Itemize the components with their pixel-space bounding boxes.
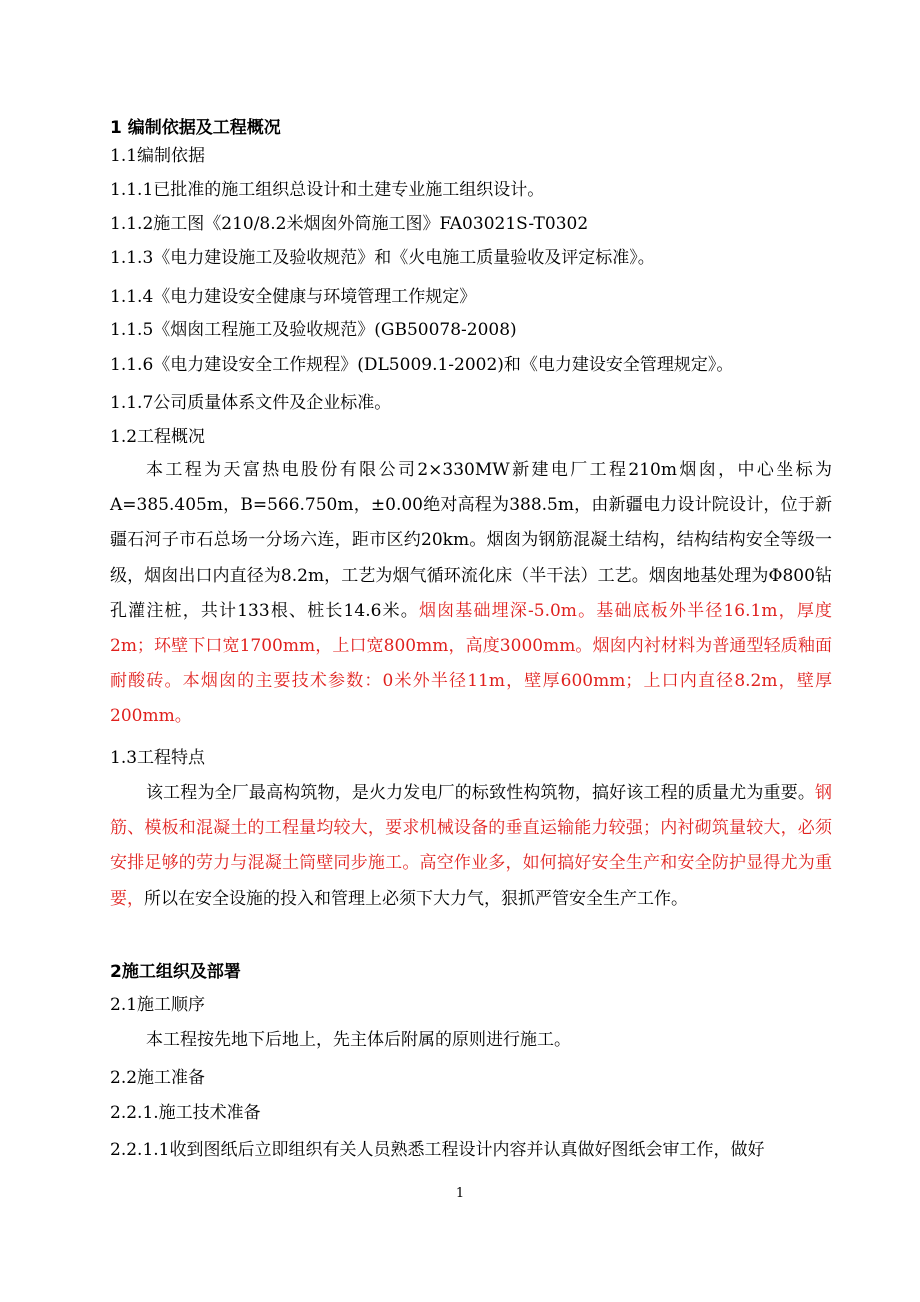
item-1-1-4: 1.1.4《电力建设安全健康与环境管理工作规定》 (110, 287, 477, 307)
item-1-1-3: 1.1.3《电力建设施工及验收规范》和《火电施工质量验收及评定标准》。 (110, 248, 655, 268)
heading-1-2: 1.2工程概况 (110, 427, 206, 447)
item-1-1-5: 1.1.5《烟囱工程施工及验收规范》(GB50078-2008) (110, 320, 517, 340)
item-1-1-2: 1.1.2施工图《210/8.2米烟囱外筒施工图》FA03021S-T0302 (110, 214, 589, 234)
heading-2-1: 2.1施工顺序 (110, 995, 206, 1015)
section-1-title: 1 编制依据及工程概况 (110, 118, 281, 138)
heading-2-2: 2.2施工准备 (110, 1068, 206, 1088)
features-emphasis-text: 钢筋、模板和混凝土的工程量均较大，要求机械设备的垂直运输能力较强；内衬砌筑量较大，必须安排足够的劳力与混凝土筒壁同步施工。高空作业多，如何搞好安全生产和安全防护显得尤为重要， (110, 783, 832, 909)
item-1-1-7: 1.1.7公司质量体系文件及企业标准。 (110, 393, 392, 413)
item-1-1-6: 1.1.6《电力建设安全工作规程》(DL5009.1-2002)和《电力建设安全管理规定》。 (110, 355, 734, 375)
paragraph-construction-sequence: 本工程按先地下后地上，先主体后附属的原则进行施工。 (146, 1030, 571, 1050)
item-1-1-1: 1.1.1已批准的施工组织总设计和土建专业施工组织设计。 (110, 180, 545, 200)
paragraph-2-2-1-1: 2.2.1.1收到图纸后立即组织有关人员熟悉工程设计内容并认真做好图纸会审工作，做好 (110, 1140, 765, 1160)
features-text-a: 该工程为全厂最高构筑物，是火力发电厂的标致性构筑物，搞好该工程的质量尤为重要。 (146, 783, 815, 803)
features-text-b: 所以在安全设施的投入和管理上必须下大力气，狠抓严管安全生产工作。 (144, 888, 688, 909)
overview-text: 本工程为天富热电股份有限公司2×330MW新建电厂工程210m烟囱，中心坐标为A=385.405m，B=566.750m，±0.00绝对高程为388.5m，由新疆电力设计院设计，位于新疆石河子市石总场一分场六连，距市区约20km。烟囱为钢筋混凝土结构，结构结构安全等级一级，烟囱出口内直径为8.2m，工艺为烟气循环流化床（半干法）工艺。烟囱地基处理为Φ800钻孔灌注桩，共计133根、桩长14.6米。 (110, 460, 832, 621)
page-number: 1 (455, 1186, 465, 1201)
overview-emphasis-text: 烟囱基础埋深-5.0m。基础底板外半径16.1m，厚度2m；环壁下口宽1700mm，上口宽800mm，高度3000mm。烟囱内衬材料为普通型轻质釉面耐酸砖。本烟囱的主要技术参数：0米外半径11m，壁厚600mm；上口内直径8.2m，壁厚200mm。 (110, 600, 832, 727)
paragraph-project-overview (110, 453, 832, 735)
heading-2-2-1: 2.2.1.施工技术准备 (110, 1103, 261, 1123)
paragraph-project-features (110, 776, 832, 917)
section-2-title: 2施工组织及部署 (110, 962, 241, 982)
heading-1-3: 1.3工程特点 (110, 748, 206, 768)
heading-1-1: 1.1编制依据 (110, 146, 206, 166)
